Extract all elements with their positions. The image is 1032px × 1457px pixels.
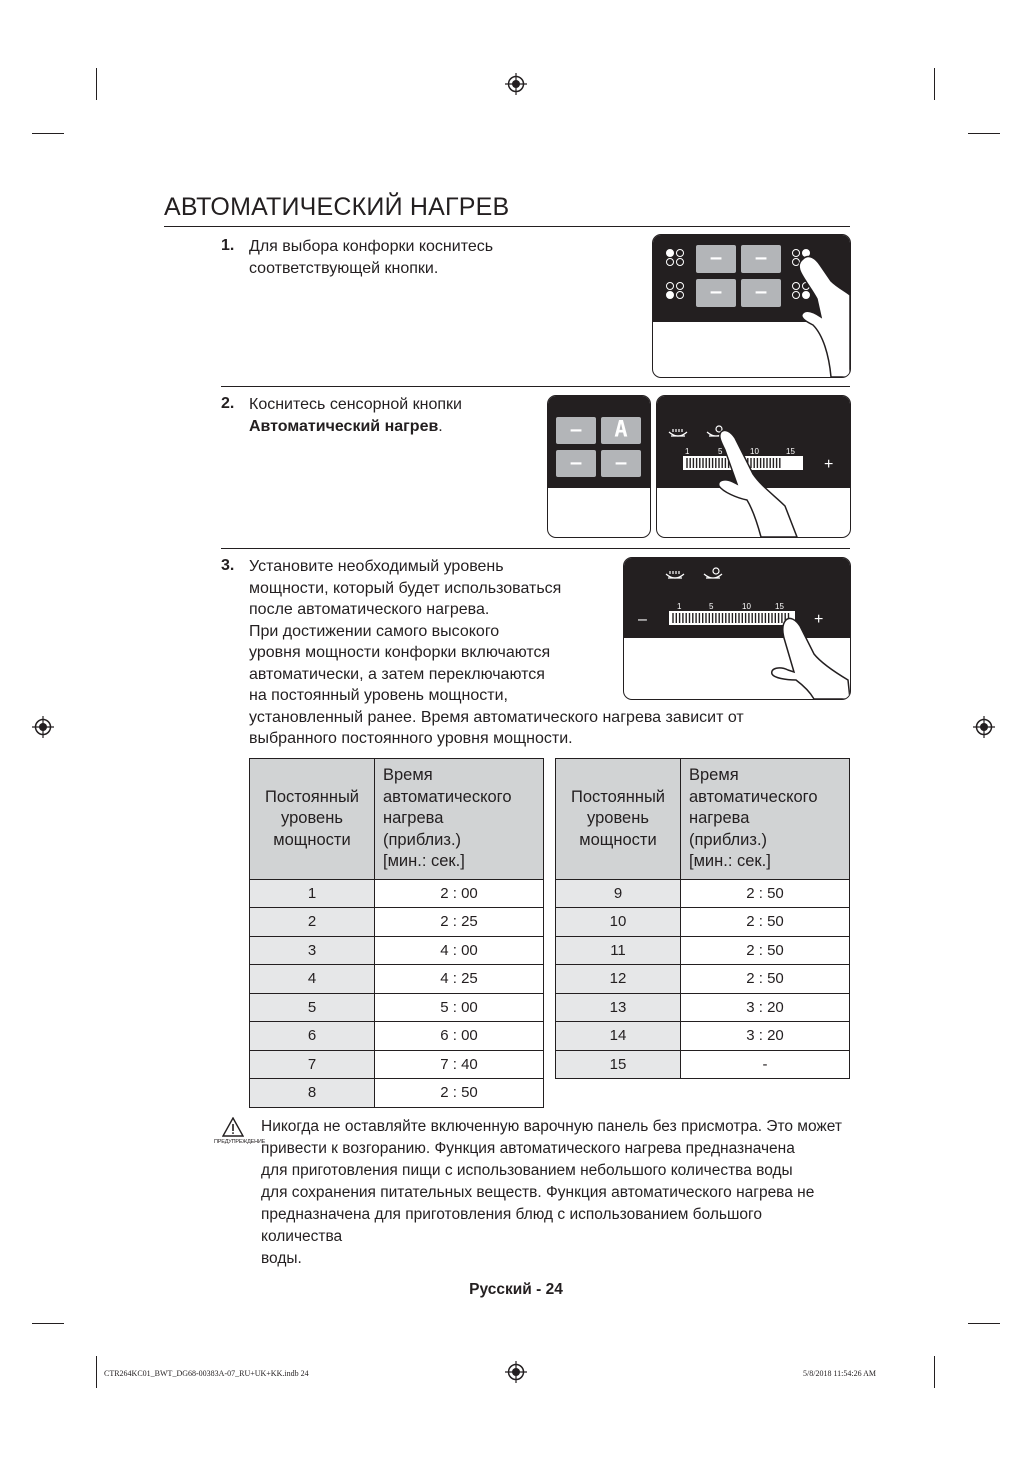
heat-time-cell: 2 : 00 [375,879,544,908]
power-time-table-right [555,758,850,1079]
column-header-time: Время автоматического нагрева (приблиз.) [мин.: сек.] [375,759,544,880]
power-level-cell: 5 [250,993,375,1022]
slider-tick-label: 5 [718,447,723,456]
table-row [556,908,850,937]
slider-tick-label: 15 [775,602,784,611]
power-level-cell: 1 [250,879,375,908]
crop-mark [934,1356,935,1388]
table-row [250,993,544,1022]
display-segment: – [601,450,641,477]
heat-time-cell: 4 : 25 [375,965,544,994]
print-slug-file: CTR264KC01_BWT_DG68-00383A-07_RU+UK+KK.indb 24 [104,1369,309,1378]
registration-mark-icon [973,716,995,738]
column-header-level: Постоянный уровень мощности [556,759,681,880]
table-row [250,879,544,908]
power-level-cell: 4 [250,965,375,994]
table-row [250,1079,544,1108]
title-rule [164,226,850,227]
hand-pointer-icon [772,618,850,699]
table-row [556,879,850,908]
auto-display-panel [547,395,651,538]
heat-time-cell: 3 : 20 [681,1022,850,1051]
plus-button: + [814,611,824,628]
table-row [556,1050,850,1079]
section-rule [221,548,850,549]
hand-pointer-icon [799,257,850,377]
table-row [250,936,544,965]
table-row [556,993,850,1022]
warning-text: Никогда не оставляйте включенную варочную панель без присмотра. Это может привести к возгоранию. Функция автоматического нагрева предназначена для приготовления пищи с использованием небольшого количества воды для сохранения питательных веществ. Функция автоматического нагрева не предназначена для приготовления блюд с использованием большого количества воды. [261,1118,842,1267]
crop-mark [32,1323,64,1324]
slider-tick-label: 1 [677,602,682,611]
heat-time-cell: - [681,1050,850,1079]
heat-time-cell: 2 : 50 [681,908,850,937]
crop-mark [96,1356,97,1388]
column-header-level: Постоянный уровень мощности [250,759,375,880]
slider-tick-label: 5 [709,602,714,611]
power-level-cell: 14 [556,1022,681,1051]
step-number: 3. [221,557,235,574]
auto-heat-slider-panel [656,395,851,538]
table-row [250,965,544,994]
warning-label: ПРЕДУПРЕЖДЕНИЕ [214,1139,266,1145]
crop-mark [968,133,1000,134]
power-level-panel [623,557,851,700]
section-rule [221,386,850,387]
step-3-text: Установите необходимый уровень мощности, который будет использоваться после автоматического нагрева. При достижении самого высокого уровня мощности конфорки включаются автоматически, а затем переключаются на постоянный уровень мощности, установленный ранее. Время автоматического нагрева зависит от выбранного постоянного уровня мощности. [249,558,744,747]
crop-mark [32,133,64,134]
display-segment: – [696,279,736,307]
power-time-table-left [249,758,544,1108]
power-level-cell: 8 [250,1079,375,1108]
slider-tick-label: 10 [750,447,759,456]
table-row [250,908,544,937]
table-row [556,936,850,965]
crop-mark [934,68,935,100]
plus-button: + [824,456,834,473]
heat-time-cell: 2 : 50 [681,965,850,994]
power-level-cell: 15 [556,1050,681,1079]
power-level-cell: 3 [250,936,375,965]
burner-indicator-icon [667,250,810,299]
heat-time-cell: 7 : 40 [375,1050,544,1079]
step-2-text: Коснитесь сенсорной кнопки Автоматический нагрев. [249,396,462,435]
step-number: 1. [221,237,235,254]
display-segment: – [696,245,736,273]
display-segment: – [556,417,596,444]
display-segment: – [741,245,781,273]
crop-mark [96,68,97,100]
step-1-text: Для выбора конфорки коснитесь соответствующей кнопки. [249,238,494,277]
minus-button: – [638,611,647,628]
auto-heat-icon [704,568,722,578]
table-row [250,1022,544,1051]
power-level-cell: 9 [556,879,681,908]
table-row [556,1022,850,1051]
heat-time-cell: 2 : 50 [681,879,850,908]
heat-time-cell: 2 : 50 [375,1079,544,1108]
slider-tick-label: 10 [742,602,751,611]
heat-time-cell: 5 : 00 [375,993,544,1022]
display-segment: A [601,417,641,444]
column-header-time: Время автоматического нагрева (приблиз.) [мин.: сек.] [681,759,850,880]
registration-mark-icon [32,716,54,738]
warning-icon [222,1117,244,1137]
display-segment: – [556,450,596,477]
heat-time-cell: 4 : 00 [375,936,544,965]
power-level-cell: 11 [556,936,681,965]
registration-mark-icon [505,1361,527,1383]
power-level-cell: 12 [556,965,681,994]
heat-time-cell: 2 : 50 [681,936,850,965]
keep-warm-icon [666,571,684,578]
page-title: АВТОМАТИЧЕСКИЙ НАГРЕВ [164,193,510,221]
registration-mark-icon [505,73,527,95]
heat-time-cell: 3 : 20 [681,993,850,1022]
step-number: 2. [221,395,235,412]
keep-warm-icon [669,429,687,436]
power-level-cell: 6 [250,1022,375,1051]
power-level-cell: 2 [250,908,375,937]
burner-select-panel [652,234,851,378]
print-slug-date: 5/8/2018 11:54:26 AM [803,1369,877,1378]
table-row [250,1050,544,1079]
slider-tick-label: 15 [786,447,795,456]
slider-tick-label: 1 [685,447,690,456]
page-number: Русский - 24 [469,1281,563,1298]
power-level-cell: 13 [556,993,681,1022]
crop-mark [968,1323,1000,1324]
heat-time-cell: 2 : 25 [375,908,544,937]
heat-time-cell: 6 : 00 [375,1022,544,1051]
table-row [556,965,850,994]
power-level-cell: 7 [250,1050,375,1079]
display-segment: – [741,279,781,307]
power-level-cell: 10 [556,908,681,937]
